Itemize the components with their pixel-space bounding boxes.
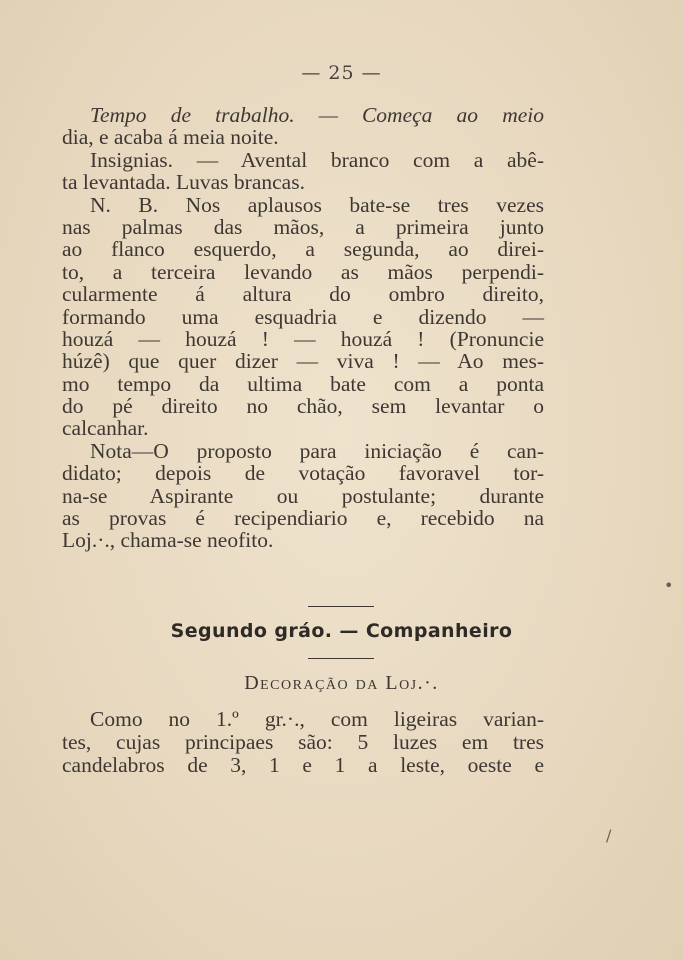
margin-mark: • bbox=[664, 576, 674, 595]
paragraph-nb-line-11: calcanhar. bbox=[62, 416, 149, 441]
page-number: — 25 — bbox=[301, 62, 382, 84]
divider-rule-middle bbox=[308, 658, 374, 659]
decoracao-line-3: candelabros de 3, 1 e 1 a leste, oeste e bbox=[62, 753, 544, 777]
paragraph-nb-line-1: N. B. Nos aplausos bate-se tres vezes bbox=[90, 192, 544, 217]
paragraph-tempo-line-2: dia, e acaba á meia noite. bbox=[62, 125, 279, 150]
paragraph-nota-line-1: Nota—O proposto para iniciação é can- bbox=[90, 438, 544, 463]
decoracao-line-2: tes, cujas principaes são: 5 luzes em tres bbox=[62, 730, 544, 754]
paragraph-nb-line-8: húzê) que quer dizer — viva ! — Ao mes- bbox=[62, 349, 544, 374]
tempo-line-1-text: Tempo de trabalho. — Começa ao meio bbox=[90, 103, 544, 127]
decoracao-line-1: Como no 1.º gr.·., com ligeiras varian- bbox=[90, 707, 544, 731]
margin-mark: / bbox=[606, 826, 612, 845]
paragraph-nb-line-4: to, a terceira levando as mãos perpendi- bbox=[62, 259, 544, 284]
subheading: Decoração da Loj.·. bbox=[244, 672, 439, 694]
paragraph-nota-line-5: Loj.·., chama-se neofito. bbox=[62, 528, 274, 553]
paragraph-nb-line-5: cularmente á altura do ombro direito, bbox=[62, 282, 544, 307]
paragraph-nota-line-3: na-se Aspirante ou postulante; durante bbox=[62, 483, 544, 508]
paragraph-nota-line-2: didato; depois de votação favoravel tor- bbox=[62, 461, 544, 486]
paragraph-insignias-line-2: ta levantada. Luvas brancas. bbox=[62, 170, 305, 195]
paragraph-nb-line-10: do pé direito no chão, sem levantar o bbox=[62, 394, 544, 419]
paragraph-nb-line-6: formando uma esquadria e dizendo — bbox=[62, 304, 544, 329]
paragraph-nb-line-7: houzá — houzá ! — houzá ! (Pronuncie bbox=[62, 326, 544, 351]
paragraph-nota-line-4: as provas é recipendiario e, recebido na bbox=[62, 506, 544, 531]
paragraph-nb-line-2: nas palmas das mãos, a primeira junto bbox=[62, 214, 544, 239]
paragraph-nb-line-9: mo tempo da ultima bate com a ponta bbox=[62, 371, 544, 396]
divider-rule-top bbox=[308, 606, 374, 607]
paragraph-insignias-line-1: Insignias. — Avental branco com a abê- bbox=[90, 147, 544, 172]
paragraph-nb-line-3: ao flanco esquerdo, a segunda, ao direi- bbox=[62, 237, 544, 262]
section-heading: Segundo gráo. — Companheiro bbox=[170, 620, 513, 642]
paragraph-tempo-line-1 bbox=[62, 104, 544, 126]
main-text-block bbox=[62, 104, 544, 552]
decoracao-text-block bbox=[62, 708, 544, 777]
